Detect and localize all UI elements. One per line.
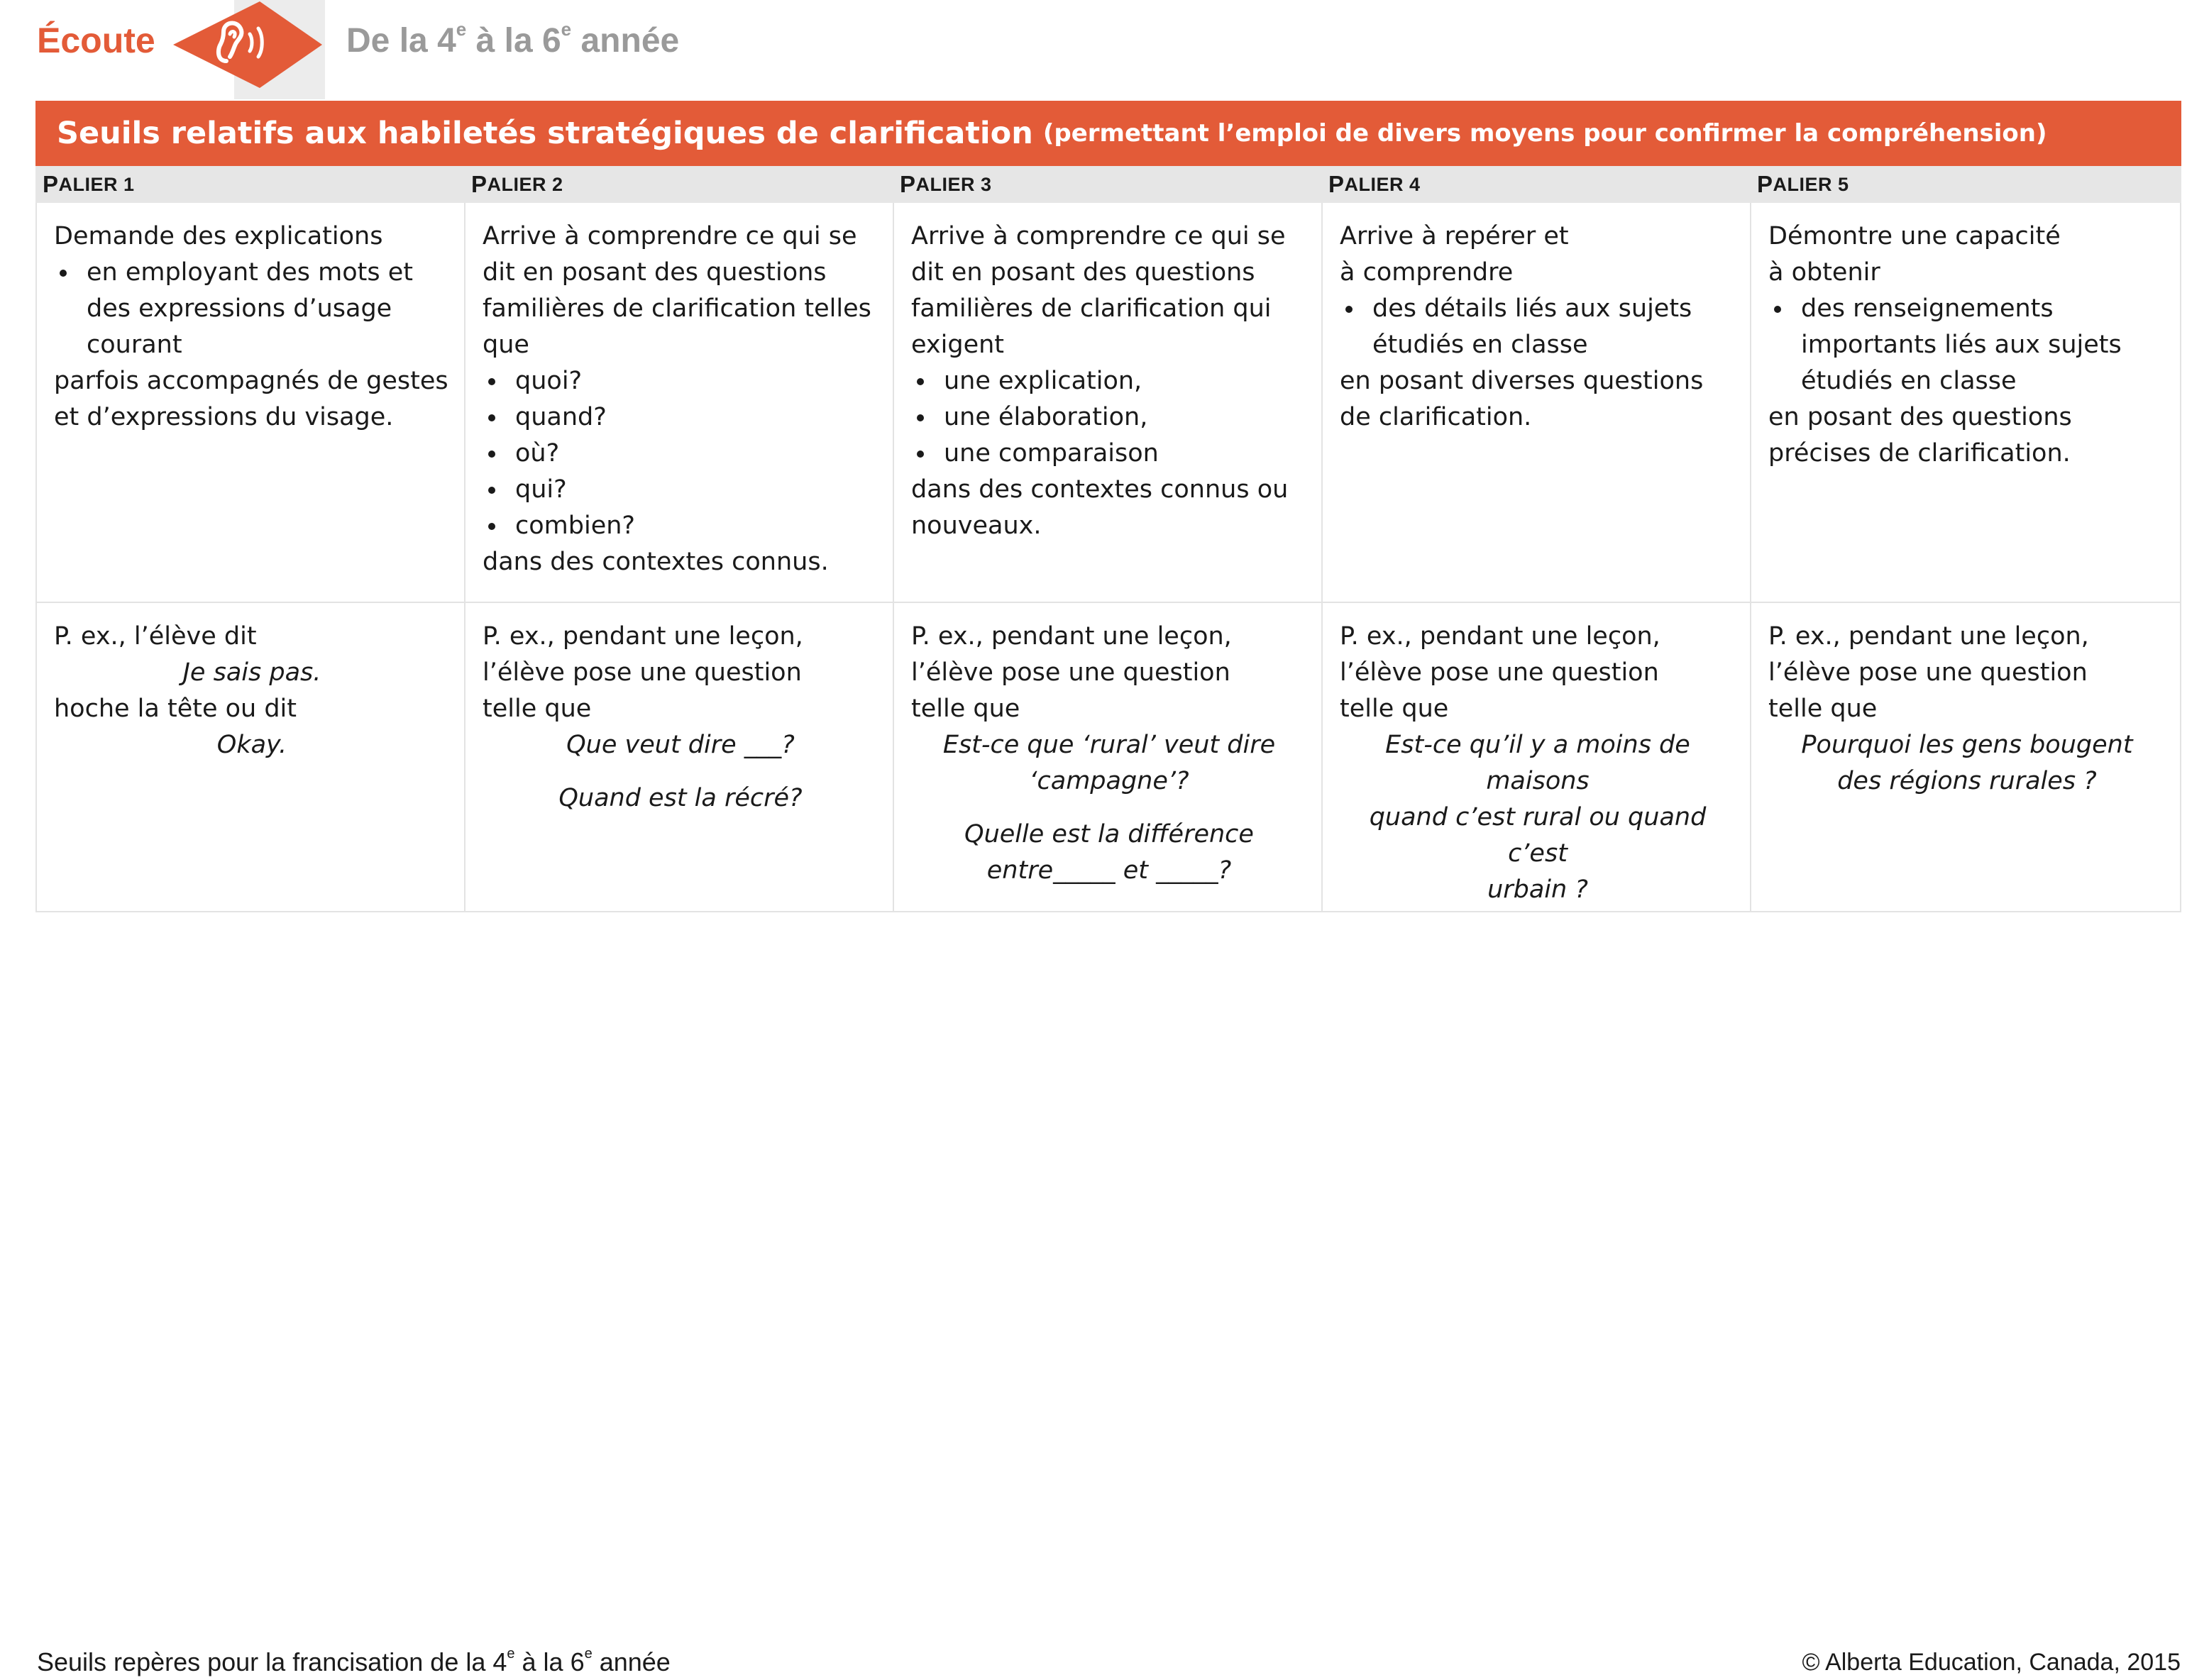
list-item: quand? [483,399,878,436]
example-quote: Quand est la récré? [558,784,803,812]
table-title-banner [35,101,2181,166]
section-title: Écoute [37,21,155,60]
column-header-palier-2: P ALIER 2 [464,166,893,203]
example-quote: des régions rurales ? [1837,767,2097,795]
list-item: quoi? [483,363,878,399]
page-header [0,0,2209,99]
list-item: qui? [483,472,878,508]
example-quote: Est-ce que ‘rural’ veut dire [942,731,1276,759]
column-header-palier-5: P ALIER 5 [1750,166,2181,203]
example-cell-palier-2: P. ex., pendant une leçon, l’élève pose une question telle que Que veut dire ___? Quand est la récré? [464,603,893,912]
example-cell-palier-5: P. ex., pendant une leçon, l’élève pose une question telle que Pourquoi les gens bougent des régions rurales ? [1750,603,2181,912]
list-item: où? [483,436,878,472]
descriptor-cell-palier-3: Arrive à comprendre ce qui se dit en posant des questions familières de clarification qui exigent une explication, une élaboration, une comparaison dans des contextes connus ou nouveaux. [893,203,1321,603]
list-item: en employant des mots et [54,255,450,291]
column-header-palier-1: P ALIER 1 [35,166,464,203]
grade-title: De la 4e à la 6e année [346,18,680,60]
example-quote: Est-ce qu’il y a moins de maisons [1385,731,1690,795]
column-header-palier-4: P ALIER 4 [1321,166,1750,203]
list-item: des renseignements [1768,291,2166,327]
example-quote: ‘campagne’? [1029,767,1189,795]
example-quote: Pourquoi les gens bougent [1801,731,2133,759]
example-quote: Que veut dire ___? [566,731,795,759]
table-subtitle: (permettant l’emploi de divers moyens pour confirmer la compréhension) [1042,119,2047,148]
descriptor-cell-palier-2: Arrive à comprendre ce qui se dit en posant des questions familières de clarification telles que quoi? quand? où? qui? combien? dans des contextes connus. [464,203,893,603]
table-title: Seuils relatifs aux habiletés stratégiques de clarification [57,116,1033,151]
example-quote: Okay. [216,731,287,759]
example-cell-palier-3: P. ex., pendant une leçon, l’élève pose une question telle que Est-ce que ‘rural’ veut dire ‘campagne’? Quelle est la différence entre_____ et _____? [893,603,1321,912]
footer-copyright: © Alberta Education, Canada, 2015 [1802,1649,2181,1676]
example-cell-palier-4: P. ex., pendant une leçon, l’élève pose une question telle que Est-ce qu’il y a moins de maisons quand c’est rural ou quand c’est urbain ? [1321,603,1750,912]
descriptor-cell-palier-1: Demande des explications en employant des mots et des expressions d’usage courant parfois accompagnés de gestes et d’expressions du visage. [35,203,464,603]
list-item: une explication, [911,363,1307,399]
example-quote: Je sais pas. [182,658,321,687]
example-cell-palier-1: P. ex., l’élève dit Je sais pas. hoche la tête ou dit Okay. [35,603,464,912]
list-item: une comparaison [911,436,1307,472]
example-quote: quand c’est rural ou quand c’est [1369,803,1707,868]
descriptor-cell-palier-4: Arrive à repérer et à comprendre des détails liés aux sujets étudiés en classe en posant diverses questions de clarification. [1321,203,1750,603]
example-quote: entre_____ et _____? [986,856,1232,885]
example-quote: urbain ? [1487,875,1588,904]
example-quote: Quelle est la différence [964,820,1254,849]
column-header-palier-3: P ALIER 3 [893,166,1321,203]
list-item: des détails liés aux sujets [1340,291,1736,327]
descriptor-cell-palier-5: Démontre une capacité à obtenir des renseignements importants liés aux sujets étudiés en classe en posant des questions précises de clarification. [1750,203,2181,603]
ear-icon [170,0,325,99]
list-item: une élaboration, [911,399,1307,436]
footer-document-title: Seuils repères pour la francisation de la 4e à la 6e année [37,1646,671,1676]
list-item: combien? [483,508,878,544]
benchmarks-table [35,166,2181,912]
